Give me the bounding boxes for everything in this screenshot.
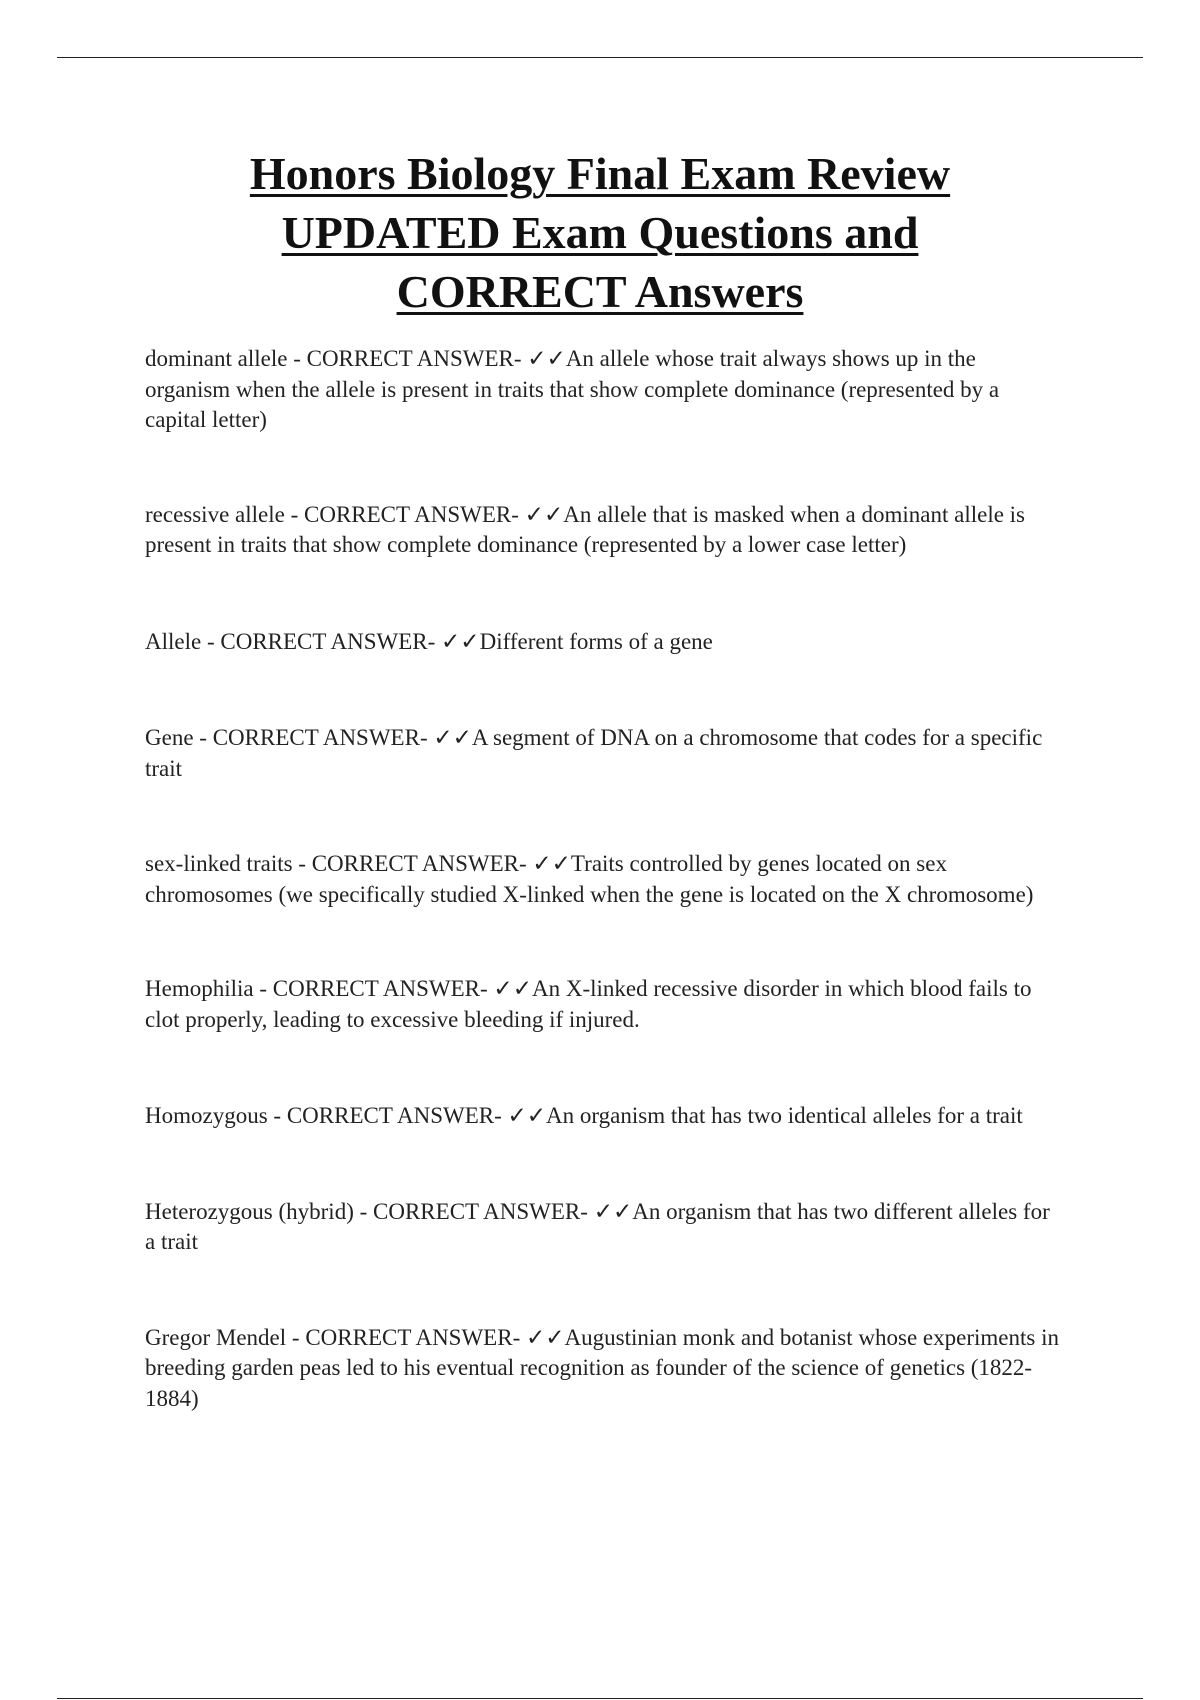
entry-term: Allele: [145, 628, 202, 654]
entry-definition: An organism that has two identical alleles for a trait: [546, 1103, 1023, 1128]
entry-term: Gregor Mendel: [145, 1324, 287, 1350]
document-title: [130, 144, 1070, 321]
entry-separator: - CORRECT ANSWER-: [193, 725, 434, 750]
qa-list: [145, 344, 1065, 1414]
entry-definition: An organism that has two different alleles for a trait: [145, 1198, 1050, 1254]
entry-definition: An X-linked recessive disorder in which blood fails to clot properly, leading to excessive bleeding if injured.: [145, 976, 1032, 1032]
entry-separator: - CORRECT ANSWER-: [353, 1198, 594, 1224]
entry-term: sex-linked traits: [145, 851, 293, 876]
qa-entry-heterozygous: [145, 1197, 1065, 1258]
double-check-icon: ✓✓: [525, 1324, 565, 1350]
entry-definition: A segment of DNA on a chromosome that codes for a specific trait: [145, 725, 1043, 781]
entry-definition: An allele whose trait always shows up in the organism when the allele is present in traits that show complete dominance (represented by a capital letter): [145, 346, 1000, 432]
title-line-3: CORRECT Answers: [396, 266, 804, 317]
double-check-icon: ✓✓: [593, 1198, 633, 1224]
top-divider: [57, 57, 1143, 58]
bottom-divider: [57, 1698, 1143, 1699]
title-line-2: UPDATED Exam Questions and: [281, 207, 919, 258]
qa-entry-hemophilia: [145, 974, 1065, 1035]
double-check-icon: ✓✓: [441, 628, 480, 654]
double-check-icon: ✓✓: [493, 976, 532, 1001]
qa-entry-recessive-allele: [145, 500, 1065, 561]
qa-entry-gregor-mendel: [145, 1323, 1065, 1415]
entry-definition: An allele that is masked when a dominant allele is present in traits that show complete dominance (represented by a lower case letter): [145, 501, 1026, 557]
title-line-1: Honors Biology Final Exam Review: [249, 148, 951, 199]
qa-entry-gene: [145, 723, 1065, 784]
qa-entry-homozygous: [145, 1101, 1065, 1132]
entry-separator: - CORRECT ANSWER-: [267, 1103, 508, 1128]
entry-term: dominant allele: [145, 346, 288, 371]
qa-entry-allele: [145, 627, 1065, 658]
qa-entry-dominant-allele: [145, 344, 1065, 436]
double-check-icon: ✓✓: [524, 501, 564, 527]
entry-term: recessive allele: [145, 501, 285, 527]
double-check-icon: ✓✓: [532, 851, 571, 876]
entry-separator: - CORRECT ANSWER-: [201, 628, 442, 654]
entry-definition: Augustinian monk and botanist whose experiments in breeding garden peas led to his eventual recognition as founder of the science of genetics (1822-1884): [145, 1324, 1059, 1411]
double-check-icon: ✓✓: [527, 346, 566, 371]
entry-separator: - CORRECT ANSWER-: [284, 501, 525, 527]
entry-separator: - CORRECT ANSWER-: [287, 346, 528, 371]
entry-definition: Different forms of a gene: [479, 628, 713, 654]
double-check-icon: ✓✓: [433, 725, 472, 750]
entry-term: Heterozygous (hybrid): [145, 1198, 354, 1224]
entry-definition: Traits controlled by genes located on sex chromosomes (we specifically studied X-linked when the gene is located on the X chromosome): [145, 851, 1034, 907]
entry-separator: - CORRECT ANSWER-: [292, 851, 533, 876]
entry-term: Gene: [145, 725, 194, 750]
double-check-icon: ✓✓: [507, 1103, 547, 1128]
entry-term: Homozygous: [145, 1103, 268, 1128]
entry-separator: - CORRECT ANSWER-: [253, 976, 494, 1001]
entry-term: Hemophilia: [145, 976, 254, 1001]
entry-separator: - CORRECT ANSWER-: [286, 1324, 526, 1350]
qa-entry-sex-linked-traits: [145, 849, 1065, 910]
